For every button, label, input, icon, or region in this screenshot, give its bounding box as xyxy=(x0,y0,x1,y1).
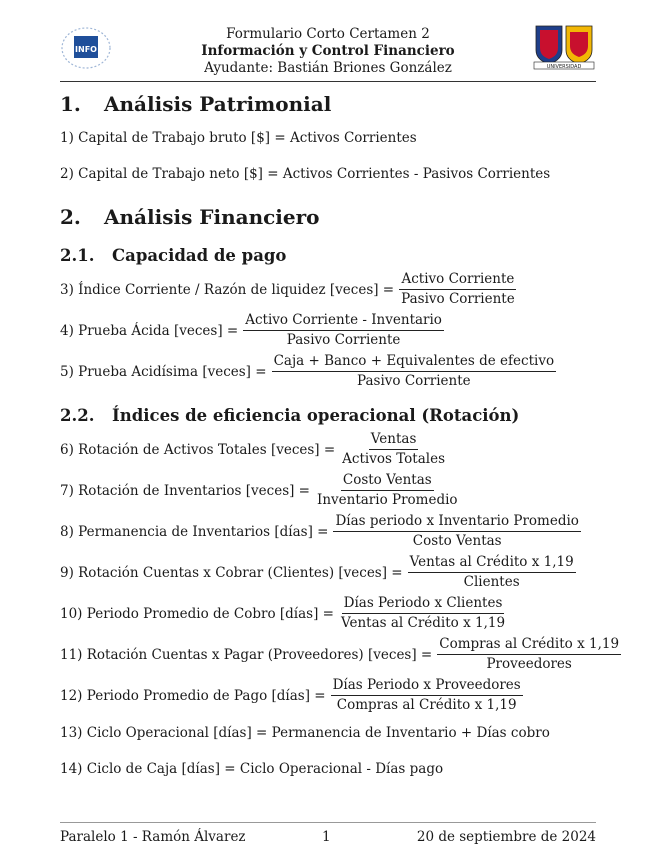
formula-3: 3) Índice Corriente / Razón de liquidez [veces] = $\frac{\text{Activo Corriente}}{\text{Pasivo Corriente}}$ xyxy=(60,271,515,307)
footer-date: 20 de septiembre de 2024 xyxy=(416,829,596,845)
page-number: 1 xyxy=(322,829,331,845)
document-body xyxy=(60,88,620,778)
formula-4: 4) Prueba Ácida [veces] = $\frac{\text{Activo Corriente - Inventario}}{\text{Pasivo Corriente}}$ xyxy=(60,312,442,348)
formula-5: 5) Prueba Acidísima [veces] = $\frac{\text{Caja + Banco + Equivalentes de efectivo}}{\text{Pasivo Corriente}}$ xyxy=(60,353,555,389)
formula-13: 13) Ciclo Operacional [días] = Permanencia de Inventario + Días cobro xyxy=(60,725,550,741)
formula-7: 7) Rotación de Inventarios [veces] = $\frac{\text{Costo Ventas}}{\text{Inventario Promedio}}$ xyxy=(60,472,458,508)
formula-9: 9) Rotación Cuentas x Cobrar (Clientes) [veces] = $\frac{\text{Ventas al Crédito x 1,19}}{\text{Clientes}}$ xyxy=(60,554,574,590)
subsection-heading: 2.1. Capacidad de pago xyxy=(60,246,287,265)
section-heading: 2. Análisis Financiero xyxy=(60,205,320,229)
university-crest xyxy=(532,24,596,70)
formula-8: 8) Permanencia de Inventarios [días] = $\frac{\text{Días periodo x Inventario Promedio}}{\text{Costo Ventas}}$ xyxy=(60,513,579,549)
formula-12: 12) Periodo Promedio de Pago [días] = $\frac{\text{Días Periodo x Proveedores}}{\text{Compras al Crédito x 1,19}}$ xyxy=(60,677,521,713)
header-text xyxy=(140,26,516,77)
svg-text:INFO: INFO xyxy=(75,45,97,54)
page-footer xyxy=(60,822,596,845)
document-title: Formulario Corto Certamen 2 xyxy=(226,26,430,42)
course-title: Información y Control Financiero xyxy=(201,43,455,59)
header-divider xyxy=(60,81,596,82)
page-header xyxy=(60,22,596,80)
department-logo xyxy=(60,26,112,70)
formula-11: 11) Rotación Cuentas x Pagar (Proveedores) [veces] = $\frac{\text{Compras al Crédito x 1,19}}{\text{Proveedores}}$ xyxy=(60,636,620,672)
footer-author: Paralelo 1 - Ramón Álvarez xyxy=(60,829,246,845)
formula-10: 10) Periodo Promedio de Cobro [días] = $\frac{\text{Días Periodo x Clientes}}{\text{Ventas al Crédito x 1,19}}$ xyxy=(60,595,506,631)
formula-14: 14) Ciclo de Caja [días] = Ciclo Operacional - Días pago xyxy=(60,761,444,777)
section-heading: 1. Análisis Patrimonial xyxy=(60,92,332,116)
formula-2: 2) Capital de Trabajo neto [$] = Activos Corrientes - Pasivos Corrientes xyxy=(60,166,551,182)
formula-6: 6) Rotación de Activos Totales [veces] = $\frac{\text{Ventas}}{\text{Activos Totales}}$ xyxy=(60,431,445,467)
svg-text:UNIVERSIDAD: UNIVERSIDAD xyxy=(546,64,582,70)
assistant-name: Ayudante: Bastián Briones González xyxy=(204,60,452,76)
subsection-heading: 2.2. Índices de eficiencia operacional (Rotación) xyxy=(60,406,520,425)
formula-1: 1) Capital de Trabajo bruto [$] = Activos Corrientes xyxy=(60,130,417,146)
